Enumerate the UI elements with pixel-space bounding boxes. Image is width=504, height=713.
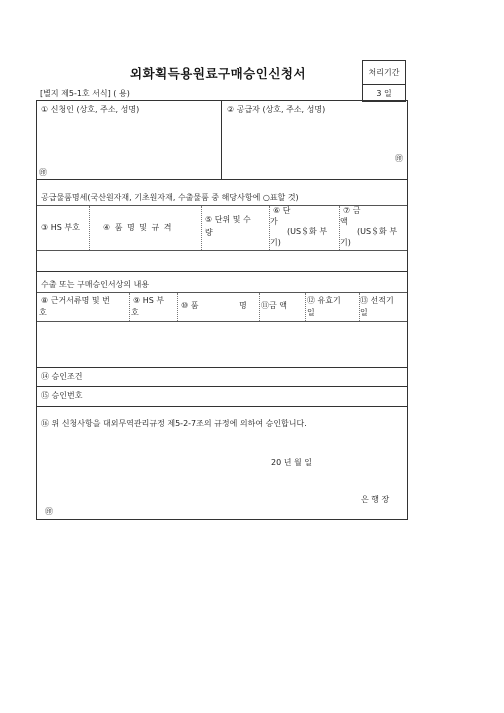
form-reference: [별지 제5-1호 서식] ( 용) — [40, 89, 130, 98]
col-goods-name-2: 명 — [239, 301, 247, 310]
processing-period-box — [362, 60, 406, 102]
approval-statement: ⑯ 위 신청사항을 대외무역관리규정 제5-2-7조의 규정에 의하여 승인합니다. — [41, 419, 307, 428]
divider-3 — [37, 250, 407, 251]
col-amount-1: ⑦ 금 — [343, 206, 361, 215]
col-sep-8 — [305, 293, 306, 321]
processing-period-label: 처리기간 — [363, 61, 405, 85]
applicant-label: ① 신청인 (상호, 주소, 성명) — [41, 105, 140, 114]
col-validity-2: 일 — [307, 308, 315, 317]
col-hs-1: ⑨ HS 부 — [133, 296, 165, 305]
col-shipping-2: 일 — [360, 308, 368, 317]
col-unit-qty-1: ⑤ 단위 및 수 — [205, 215, 251, 224]
divider-5 — [37, 292, 407, 293]
col-unit-price-4: 기) — [270, 238, 281, 247]
col-amount-3: (US＄화 부 — [357, 227, 398, 236]
supplier-seal-mark: ㊞ — [395, 154, 403, 163]
applicant-seal-mark: ㊞ — [39, 168, 47, 177]
divider-1 — [37, 179, 407, 180]
col-sep-6 — [177, 293, 178, 321]
col-name-spec: ④ 품 명 및 규 격 — [103, 223, 173, 232]
col-sep-2 — [201, 206, 202, 250]
divider-8 — [37, 386, 407, 387]
divider-7 — [37, 367, 407, 368]
col-hs-2: 호 — [131, 308, 139, 317]
divider-9 — [37, 406, 407, 407]
supplier-label: ② 공급자 (상호, 주소, 성명) — [227, 105, 326, 114]
form-title: 외화획득용원료구매승인신청서 — [130, 66, 307, 81]
divider-6 — [37, 321, 407, 322]
section1-divider — [221, 101, 222, 179]
col-doc-name-1: ⑧ 근거서류명 및 번 — [41, 296, 110, 305]
processing-period-value: 3 일 — [376, 89, 392, 98]
col-amount-4: 기) — [340, 238, 351, 247]
col-unit-qty-2: 량 — [205, 228, 213, 237]
approval-conditions-label: ⑭ 승인조건 — [41, 372, 83, 381]
col-sep-7 — [259, 293, 260, 321]
col-shipping-1: ⑬ 선적기 — [360, 296, 394, 305]
col-doc-name-2: 호 — [39, 308, 47, 317]
col-sep-1 — [89, 206, 90, 250]
col-sep-5 — [129, 293, 130, 321]
col-unit-price-1: ⑥ 단 — [273, 206, 291, 215]
bank-seal-mark: ㊞ — [45, 507, 53, 516]
col-amount-2: 액 — [340, 217, 348, 226]
col-hs-code: ③ HS 부호 — [41, 223, 80, 232]
divider-4 — [37, 271, 407, 272]
col-validity-1: ⑫ 유효기 — [307, 296, 341, 305]
col-unit-price-3: (US＄화 부 — [287, 227, 328, 236]
approval-date: 20 년 월 일 — [271, 458, 312, 467]
approval-content-heading: 수출 또는 구매승인서상의 내용 — [41, 280, 150, 289]
approval-number-label: ⑮ 승인번호 — [41, 391, 83, 400]
bank-head-label: 은 행 장 — [361, 495, 390, 504]
col-goods-name-1: ⑩ 품 — [181, 301, 199, 310]
application-form — [36, 100, 408, 520]
col-unit-price-2: 가 — [270, 217, 278, 226]
supply-goods-heading: 공급물품명세(국산원자재, 기초원자재, 수출물품 중 해당사항에 ○표할 것) — [41, 193, 299, 202]
col-amount: ⑪금 액 — [261, 301, 287, 310]
